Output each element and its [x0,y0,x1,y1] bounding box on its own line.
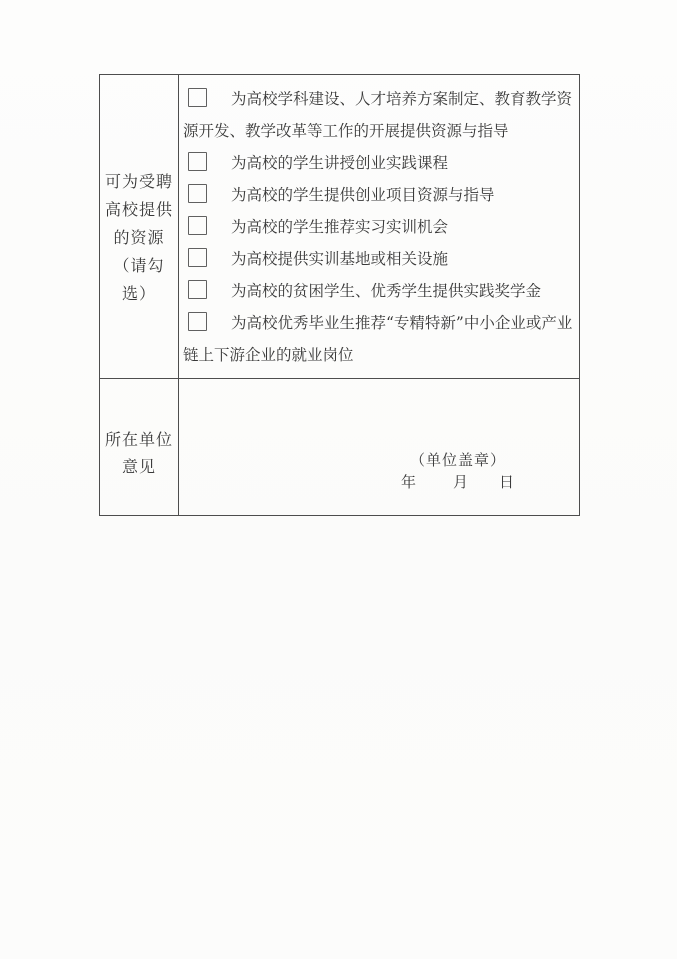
resource-option [183,83,577,147]
row-header-unit-opinion-line: 所在单位 [104,430,173,449]
resource-option [183,211,577,243]
resource-checkbox-1[interactable] [188,88,207,107]
day-label: 日 [498,473,515,491]
resource-option-label: 为高校的学生讲授创业实践课程 [231,154,449,172]
row-header-resources-line: 的资源 [113,227,165,247]
resource-option-label: 为高校学科建设、人才培养方案制定、教育教学资源开发、教学改革等工作的开展提供资源与指导 [183,90,573,140]
resource-checkbox-6[interactable] [188,280,207,299]
resource-checkbox-3[interactable] [188,184,207,203]
unit-opinion-cell [179,379,579,515]
resource-option [183,307,577,371]
year-label: 年 [400,473,417,491]
row-header-resources-line: （请勾 [113,255,165,275]
stamp-block [401,449,515,493]
row-header-unit-opinion [100,379,179,515]
unit-stamp-note: （单位盖章） [409,451,506,469]
row-header-resources-line: 可为受聘 [104,171,173,191]
resource-option-label: 为高校优秀毕业生推荐“专精特新”中小企业或产业链上下游企业的就业岗位 [183,314,573,364]
resource-option-label: 为高校的贫困学生、优秀学生提供实践奖学金 [231,282,542,300]
resource-option-label: 为高校的学生推荐实习实训机会 [231,218,449,236]
resource-option [183,179,577,211]
row-header-unit-opinion-line: 意见 [121,457,156,476]
resources-options-cell [179,75,579,379]
resource-option-label: 为高校的学生提供创业项目资源与指导 [231,186,495,204]
resource-checkbox-7[interactable] [188,312,207,331]
resource-checkbox-2[interactable] [188,152,207,171]
resource-checkbox-4[interactable] [188,216,207,235]
row-header-resources-line: 选） [121,283,156,303]
resource-checkbox-5[interactable] [188,248,207,267]
resources-form-table [99,74,580,516]
resource-option [183,147,577,179]
resource-option [183,275,577,307]
date-line [401,471,515,493]
row-header-resources-line: 高校提供 [104,199,173,219]
month-label: 月 [452,473,469,491]
resource-option [183,243,577,275]
resource-option-label: 为高校提供实训基地或相关设施 [231,250,449,268]
row-header-resources [100,75,179,379]
